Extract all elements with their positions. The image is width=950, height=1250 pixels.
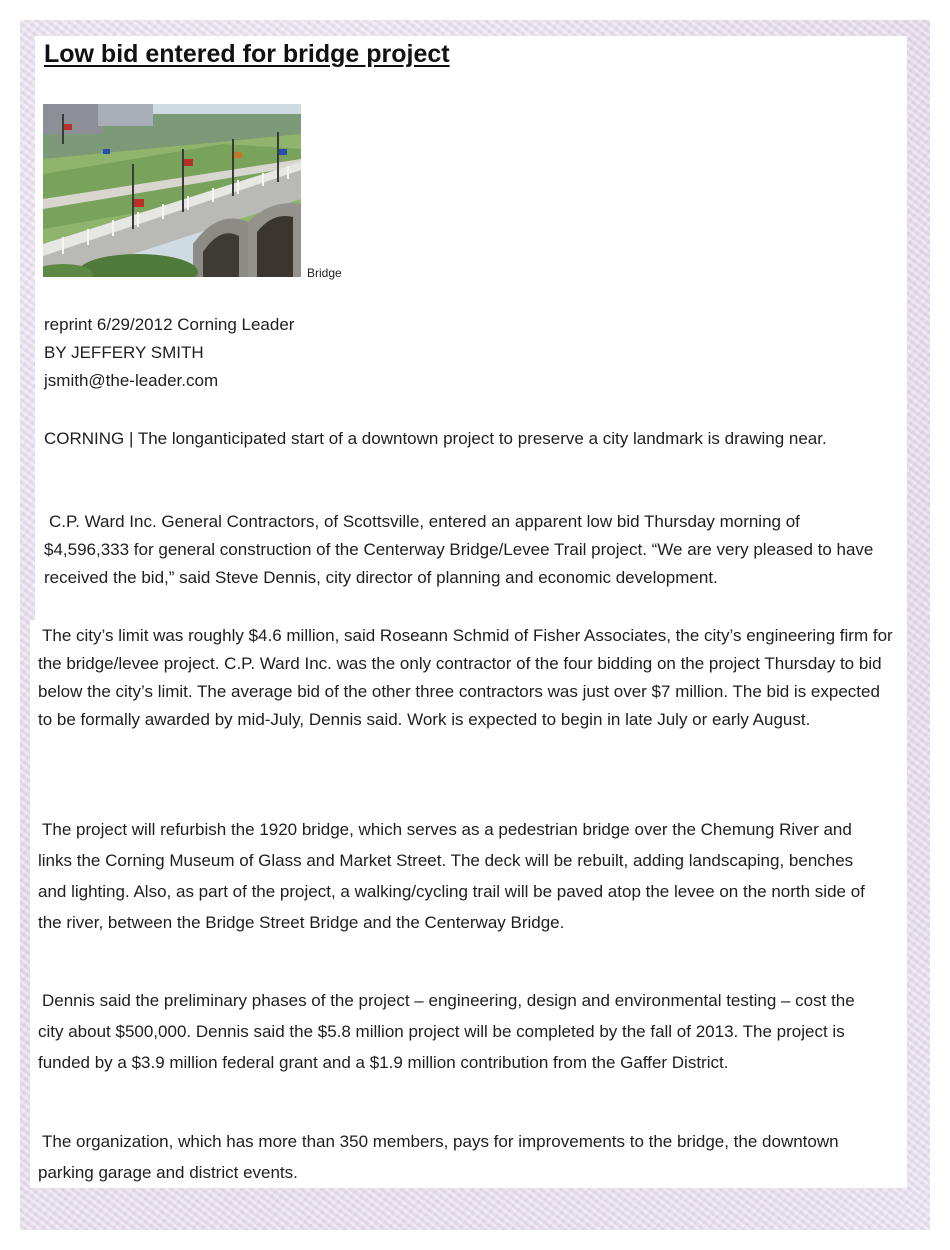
paragraph-1: CORNING | The longanticipated start of a downtown project to preserve a city landmark is drawing near. (44, 429, 827, 448)
paragraph-2: C.P. Ward Inc. General Contractors, of Scottsville, entered an apparent low bid Thursday morning of $4,596,333 for general construction of the Centerway Bridge/Levee Trail project. “We are very pleased to have received the bid,” said Steve Dennis, city director of planning and economic development. (44, 512, 874, 587)
photo-caption: Bridge (307, 266, 342, 280)
article-headline: Low bid entered for bridge project (44, 40, 450, 68)
paragraph-3: The city’s limit was roughly $4.6 million, said Roseann Schmid of Fisher Associates, the city’s engineering firm for the bridge/levee project. C.P. Ward Inc. was the only contractor of the four bidding on the project Thursday to bid below the city’s limit. The average bid of the other three contractors was just over $7 million. The bid is expected to be formally awarded by mid-July, Dennis said. Work is expected to begin in late July or early August. (38, 626, 893, 729)
author-email: jsmith@the-leader.com (44, 371, 219, 390)
paragraph-6: The organization, which has more than 350 members, pays for improvements to the bridge, the downtown parking garage and district events. (38, 1132, 839, 1182)
byline: BY JEFFERY SMITH (44, 343, 204, 362)
reprint-line: reprint 6/29/2012 Corning Leader (44, 315, 295, 334)
bridge-photo (43, 104, 301, 277)
paragraph-4: The project will refurbish the 1920 bridge, which serves as a pedestrian bridge over the Chemung River and links the Corning Museum of Glass and Market Street. The deck will be rebuilt, adding landscaping, benches and lighting. Also, as part of the project, a walking/cycling trail will be paved atop the levee on the north side of the river, between the Bridge Street Bridge and the Centerway Bridge. (38, 820, 865, 932)
paragraph-5: Dennis said the preliminary phases of the project – engineering, design and environmental testing – cost the city about $500,000. Dennis said the $5.8 million project will be completed by the fall of 2013. The project is funded by a $3.9 million federal grant and a $1.9 million contribution from the Gaffer District. (38, 991, 855, 1072)
